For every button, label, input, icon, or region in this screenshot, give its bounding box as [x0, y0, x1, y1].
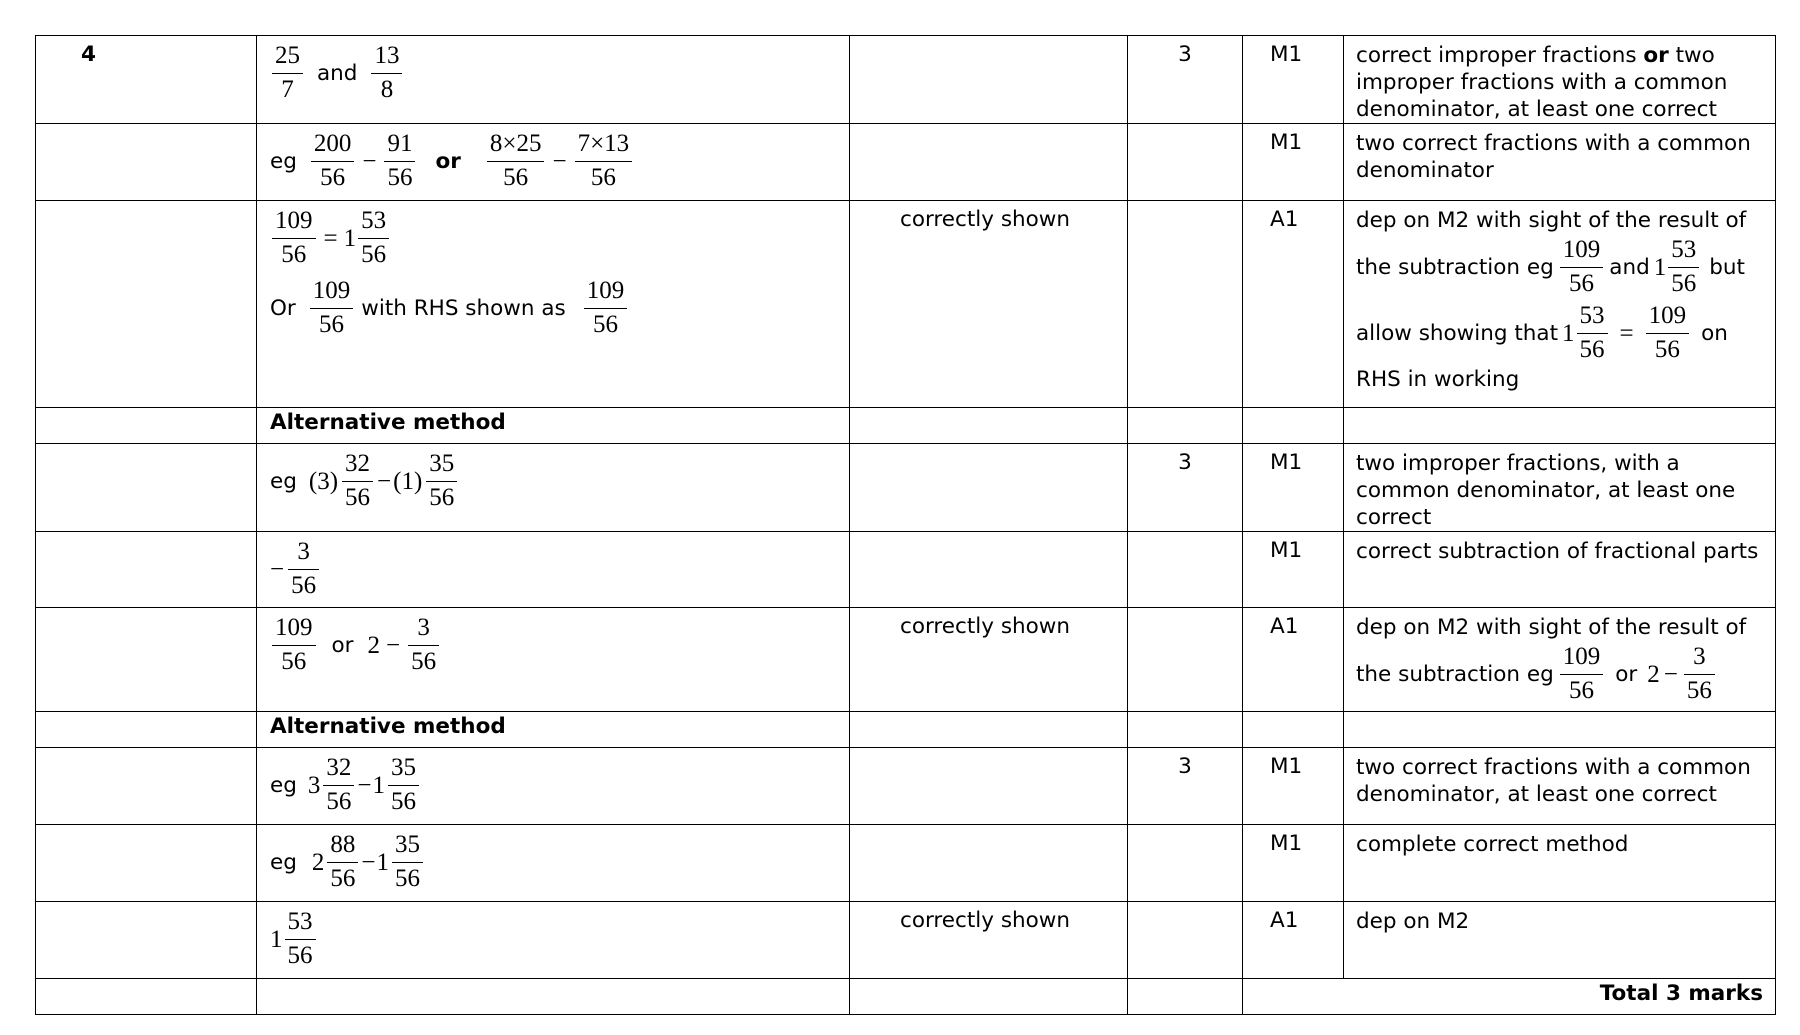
minus-sign: − — [1663, 660, 1678, 688]
comment-cell — [1344, 825, 1776, 902]
fraction — [371, 40, 402, 106]
fraction — [288, 536, 319, 602]
whole-number: 1 — [376, 848, 389, 876]
numerator: 35 — [392, 829, 423, 863]
comment-cell — [1344, 748, 1776, 825]
numerator: 3 — [288, 536, 319, 570]
mark-code-cell — [1243, 825, 1344, 902]
comment: dep on M2 — [1356, 909, 1470, 934]
denominator: 56 — [390, 787, 416, 815]
fraction — [487, 128, 545, 194]
table-row — [36, 532, 1776, 608]
fraction — [310, 275, 354, 341]
mark-code-cell — [1243, 608, 1344, 712]
comment-cell — [1344, 444, 1776, 532]
numerator: 8×25 — [487, 128, 545, 162]
numerator: 7×13 — [575, 128, 633, 162]
eg-label: eg — [270, 148, 297, 174]
numerator: 35 — [388, 752, 419, 786]
total-cell — [1243, 979, 1776, 1015]
denominator: 56 — [1671, 269, 1697, 297]
comment: two correct fractions with a common denominator — [1356, 131, 1751, 183]
mark-code: A1 — [1270, 614, 1299, 639]
fraction — [342, 448, 373, 514]
minus-sign: − — [552, 147, 567, 175]
numerator: 3 — [408, 612, 439, 646]
numerator: 53 — [285, 906, 316, 940]
numerator: 109 — [272, 612, 316, 646]
marks-cell — [1128, 748, 1243, 825]
fraction — [327, 829, 358, 895]
numerator: 88 — [327, 829, 358, 863]
numerator: 109 — [584, 275, 628, 309]
comment-or: or — [1643, 43, 1669, 68]
whole-number: 1 — [343, 224, 357, 252]
comment-cell — [1344, 201, 1776, 408]
denominator: 56 — [361, 240, 387, 268]
minus-sign: − — [357, 771, 372, 799]
denominator: 56 — [320, 163, 346, 191]
fraction — [575, 128, 633, 194]
comment — [1344, 201, 1775, 393]
denominator: 56 — [281, 240, 307, 268]
and-text: and — [317, 60, 358, 86]
answer-cell — [850, 36, 1128, 124]
numerator: 109 — [1560, 234, 1604, 268]
working-cell — [257, 902, 850, 979]
working-cell — [257, 712, 850, 748]
mark-code-cell — [1243, 902, 1344, 979]
mark-code: M1 — [1270, 450, 1303, 475]
marks-cell — [1128, 444, 1243, 532]
comment-cell — [1344, 36, 1776, 124]
or-text: or — [435, 148, 461, 174]
comment-text: allow showing that — [1356, 320, 1559, 346]
numerator: 32 — [342, 448, 373, 482]
denominator: 56 — [1579, 335, 1605, 363]
answer-text: correctly shown — [900, 908, 1071, 933]
fraction — [1560, 234, 1604, 300]
minus-sign: − — [386, 631, 401, 659]
denominator: 56 — [1569, 676, 1595, 704]
alternative-method-heading: Alternative method — [270, 410, 506, 435]
comment-text: and — [1609, 254, 1650, 280]
denominator: 56 — [319, 310, 345, 338]
numerator: 13 — [371, 40, 402, 74]
denominator: 56 — [592, 310, 618, 338]
comment — [1344, 36, 1775, 123]
mark-code: M1 — [1270, 754, 1303, 779]
numerator: 53 — [358, 205, 389, 239]
whole-number: 1 — [270, 925, 283, 953]
denominator: 56 — [394, 864, 420, 892]
denominator: 56 — [387, 163, 413, 191]
working-cell — [257, 124, 850, 201]
table-row — [36, 124, 1776, 201]
whole-number: 1 — [1562, 319, 1575, 347]
denominator: 56 — [411, 647, 437, 675]
numerator: 91 — [384, 128, 415, 162]
mark-code: M1 — [1270, 831, 1303, 856]
comment: correct subtraction of fractional parts — [1356, 539, 1759, 564]
equals-sign: = — [323, 224, 338, 252]
working-cell — [257, 532, 850, 608]
eg-label: eg — [270, 468, 297, 494]
denominator: 56 — [1569, 269, 1595, 297]
whole-number: (3) — [308, 467, 339, 495]
denominator: 56 — [330, 864, 356, 892]
table-row — [36, 712, 1776, 748]
whole-number: (1) — [393, 467, 423, 495]
fraction — [1646, 300, 1690, 366]
table-row — [36, 608, 1776, 712]
working-cell — [257, 748, 850, 825]
minus-sign: − — [377, 467, 392, 495]
working-cell — [257, 201, 850, 408]
fraction — [1668, 234, 1699, 300]
denominator: 56 — [1686, 676, 1712, 704]
numerator: 109 — [310, 275, 354, 309]
comment-text: or — [1615, 661, 1638, 687]
table-row — [36, 825, 1776, 902]
mark-code: M1 — [1270, 42, 1303, 67]
denominator: 56 — [429, 483, 455, 511]
working-cell — [257, 36, 850, 124]
mark-code: A1 — [1270, 908, 1299, 933]
marks-value: 3 — [1178, 42, 1192, 67]
numerator: 200 — [311, 128, 355, 162]
table-row — [36, 979, 1776, 1015]
answer-cell — [850, 608, 1128, 712]
fraction — [272, 40, 303, 106]
answer-text: correctly shown — [900, 614, 1071, 639]
numerator: 109 — [272, 205, 316, 239]
comment-cell — [1344, 124, 1776, 201]
numerator: 25 — [272, 40, 303, 74]
comment-text: the subtraction eg — [1356, 661, 1554, 687]
or-text: Or — [270, 295, 296, 321]
whole-number: 2 — [311, 848, 325, 876]
numerator: 53 — [1577, 300, 1608, 334]
comment-cell — [1344, 902, 1776, 979]
fraction — [311, 128, 355, 194]
comment-cell — [1344, 608, 1776, 712]
table-row — [36, 408, 1776, 444]
fraction — [1684, 641, 1715, 707]
comment-text: two improper fractions with a common denominator, at least one correct — [1356, 43, 1728, 122]
eg-label: eg — [270, 849, 297, 875]
whole-number: 2 — [1647, 660, 1660, 688]
total-marks: Total 3 marks — [1599, 981, 1763, 1006]
fraction — [388, 752, 419, 818]
table-row — [36, 444, 1776, 532]
or-text: or — [331, 632, 354, 658]
comment-line: dep on M2 with sight of the result of — [1356, 615, 1747, 640]
comment: two correct fractions with a common denominator, at least one correct — [1356, 755, 1751, 807]
denominator: 56 — [281, 647, 307, 675]
whole-number: 2 — [367, 631, 380, 659]
comment: two improper fractions, with a common denominator, at least one correct — [1356, 451, 1736, 530]
working-cell — [257, 608, 850, 712]
fraction — [358, 205, 389, 271]
mark-code-cell — [1243, 201, 1344, 408]
whole-number: 1 — [1653, 253, 1667, 281]
mark-code-cell — [1243, 124, 1344, 201]
mark-code: M1 — [1270, 538, 1303, 563]
equals-sign: = — [1619, 319, 1634, 347]
marks-cell — [1128, 36, 1243, 124]
table-row — [36, 36, 1776, 124]
fraction — [323, 752, 354, 818]
numerator: 3 — [1684, 641, 1715, 675]
numerator: 53 — [1668, 234, 1699, 268]
whole-number: 3 — [307, 771, 321, 799]
denominator: 56 — [1654, 335, 1680, 363]
fraction — [1560, 641, 1604, 707]
comment-cell — [1344, 532, 1776, 608]
answer-cell — [850, 201, 1128, 408]
answer-cell — [850, 902, 1128, 979]
marks-value: 3 — [1178, 754, 1192, 779]
answer-text: correctly shown — [900, 207, 1071, 232]
comment: complete correct method — [1356, 832, 1629, 857]
fraction — [1577, 300, 1608, 366]
whole-number: 1 — [372, 771, 385, 799]
numerator: 32 — [323, 752, 354, 786]
denominator: 7 — [281, 75, 294, 103]
comment — [1344, 608, 1775, 707]
fraction — [584, 275, 628, 341]
comment-text: but — [1709, 254, 1745, 280]
table-row — [36, 902, 1776, 979]
eg-label: eg — [270, 772, 297, 798]
question-number: 4 — [81, 42, 96, 67]
table-row — [36, 748, 1776, 825]
working-cell — [257, 825, 850, 902]
fraction — [426, 448, 457, 514]
mark-code-cell — [1243, 444, 1344, 532]
minus-sign: − — [361, 848, 376, 876]
denominator: 56 — [326, 787, 352, 815]
mark-code-cell — [1243, 748, 1344, 825]
denominator: 8 — [380, 75, 394, 103]
numerator: 35 — [426, 448, 457, 482]
mark-code: M1 — [1270, 130, 1303, 155]
comment-text: on — [1701, 320, 1728, 346]
comment-line: dep on M2 with sight of the result of — [1356, 208, 1747, 233]
minus-sign: − — [362, 147, 377, 175]
numerator: 109 — [1560, 641, 1604, 675]
mark-code-cell — [1243, 36, 1344, 124]
minus-sign: − — [270, 555, 285, 583]
mark-code-cell — [1243, 532, 1344, 608]
fraction — [392, 829, 423, 895]
denominator: 56 — [590, 163, 616, 191]
mark-code: A1 — [1270, 207, 1299, 232]
working-cell — [257, 408, 850, 444]
numerator: 109 — [1646, 300, 1690, 334]
table-row — [36, 201, 1776, 408]
fraction — [285, 906, 316, 972]
fraction — [272, 205, 316, 271]
marks-value: 3 — [1178, 450, 1192, 475]
alternative-method-heading: Alternative method — [270, 714, 506, 739]
denominator: 56 — [287, 941, 313, 969]
denominator: 56 — [291, 571, 317, 599]
denominator: 56 — [503, 163, 529, 191]
comment-text: correct improper fractions — [1356, 43, 1644, 68]
question-number-cell — [36, 36, 257, 124]
comment-line: RHS in working — [1356, 367, 1520, 392]
fraction — [408, 612, 439, 678]
working-cell — [257, 444, 850, 532]
mark-scheme-table — [35, 35, 1776, 1015]
rhs-text: with RHS shown as — [361, 295, 566, 321]
fraction — [272, 612, 316, 678]
fraction — [384, 128, 415, 194]
denominator: 56 — [345, 483, 371, 511]
comment-text: the subtraction eg — [1356, 254, 1554, 280]
